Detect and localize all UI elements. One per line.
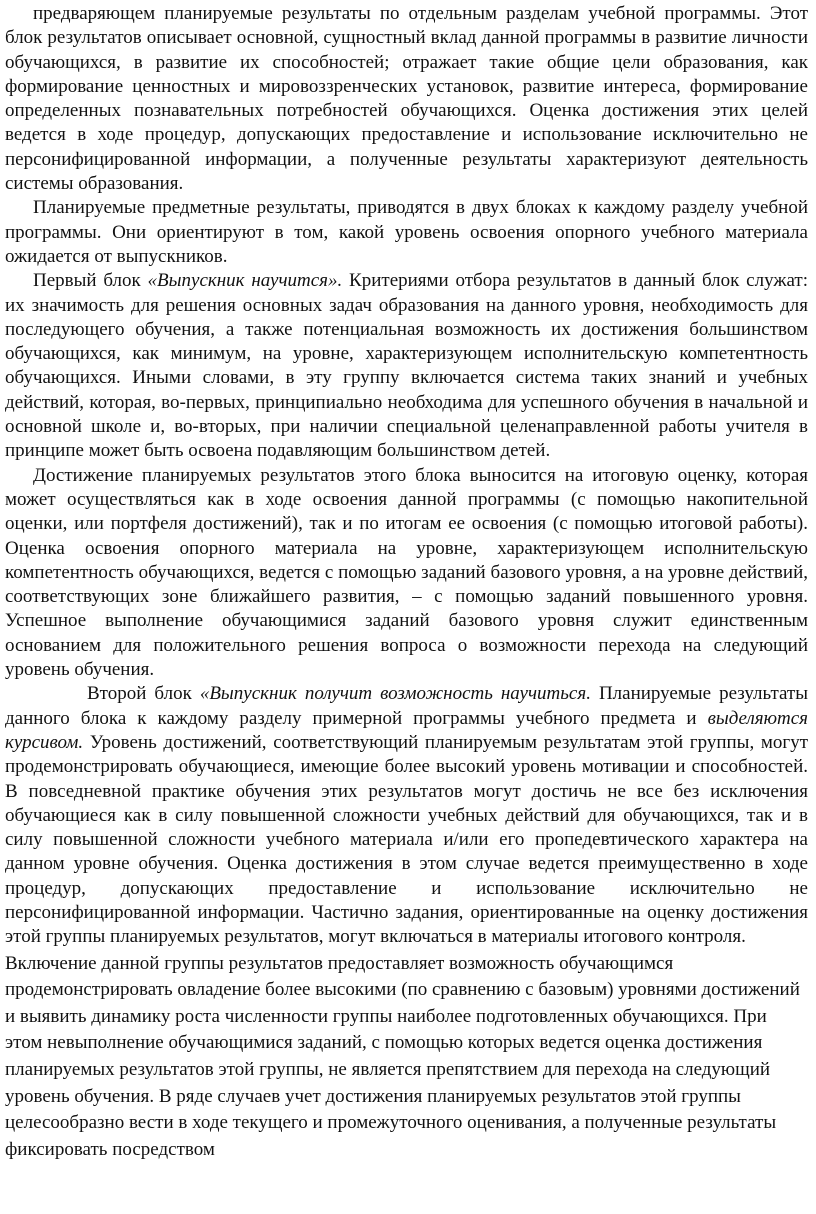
second-block-title: «Выпускник получит возможность научиться. [199,683,591,705]
paragraph-first-block [5,269,808,463]
paragraph-final-assessment: Достижение планируемых результатов этого блока выносится на итоговую оценку, которая может осуществляться как в ходе освоения данной программы (с помощью накопительной оценки, или портфеля достижений), так и по итогам ее освоения (с помощью итоговой работы). Оценка освоения опорного материала на уровне, характеризующем исполнительскую компетентность обучающихся, ведется с помощью заданий базового уровня, а на уровне действий, соответствующих зоне ближайшего развития, – с помощью заданий повышенного уровня. Успешное выполнение обучающимися заданий базового уровня служит единственным основанием для положительного решения вопроса о возможности перехода на следующий уровень обучения. [5,464,808,681]
second-block-lead: Второй блок [87,683,200,705]
paragraph-goals: предваряющем планируемые результаты по отдельным разделам учебной программы. Этот блок результатов описывает основной, сущностный вклад данной программы в развитие личности обучающихся, в развитие их способностей; отражает такие общие цели образования, как формирование ценностных и мировоззренческих установок, развитие интереса, формирование определенных познавательных потребностей обучающихся. Оценка достижения этих целей ведется в ходе процедур, допускающих предоставление и использование исключительно не персонифицированной информации, а полученные результаты характеризуют деятельность системы образования. [5,3,808,195]
second-block-italic-note: выделяются курсивом. [5,707,808,753]
paragraph-subject-results: Планируемые предметные результаты, приводятся в двух блоках к каждому разделу учебной программы. Они ориентируют в том, какой уровень освоения опорного учебного материала ожидается от выпускников. [5,197,808,267]
first-block-text: Критериями отбора результатов в данный блок служат: их значимость для решения основных задач образования на данного уровня, необходимость для последующего обучения, а также потенциальная возможность их достижения большинством обучающихся, как минимум, на уровне, характеризующем исполнительскую компетентность обучающихся. Иными словами, в эту группу включается система таких знаний и учебных действий, которая, во-первых, принципиально необходима для успешного обучения в начальной и основной школе и, во-вторых, при наличии специальной целенаправленной работы учителя в принципе может быть освоена подавляющим большинством детей. [5,270,808,462]
second-block-mid: Планируемые результаты данного блока к каждому разделу примерной программы учебного предмета и [5,683,808,729]
second-block-text: Уровень достижений, соответствующий планируемым результатам этой группы, могут продемонстрировать обучающиеся, имеющие более высокий уровень мотивации и способностей. В повседневной практике обучения этих результатов могут достичь не все без исключения обучающиеся как в силу повышенной сложности учебных действий для обучающихся, так и в силу повышенной сложности учебного материала и/или его пропедевтического характера на данном уровне обучения. Оценка достижения в этом случае ведется преимущественно в ходе процедур, допускающих предоставление и использование исключительно не персонифицированной информации. Частично задания, ориентированные на оценку достижения этой группы планируемых результатов, могут включаться в материалы итогового контроля. [5,731,808,948]
paragraph-inclusion: Включение данной группы результатов предоставляет возможность обучающимся продемонстрировать овладение более высокими (по сравнению с базовым) уровнями достижений и выявить динамику роста численности группы наиболее подготовленных обучающихся. При этом невыполнение обучающимися заданий, с помощью которых ведется оценка достижения планируемых результатов этой группы, не является препятствием для перехода на следующий уровень обучения. В ряде случаев учет достижения планируемых результатов этой группы целесообразно вести в ходе текущего и промежуточного оценивания, а полученные результаты фиксировать посредством [5,952,800,1160]
first-block-lead: Первый блок [33,270,148,292]
first-block-title: «Выпускник научится». [147,270,343,292]
paragraph-second-block [5,682,808,949]
